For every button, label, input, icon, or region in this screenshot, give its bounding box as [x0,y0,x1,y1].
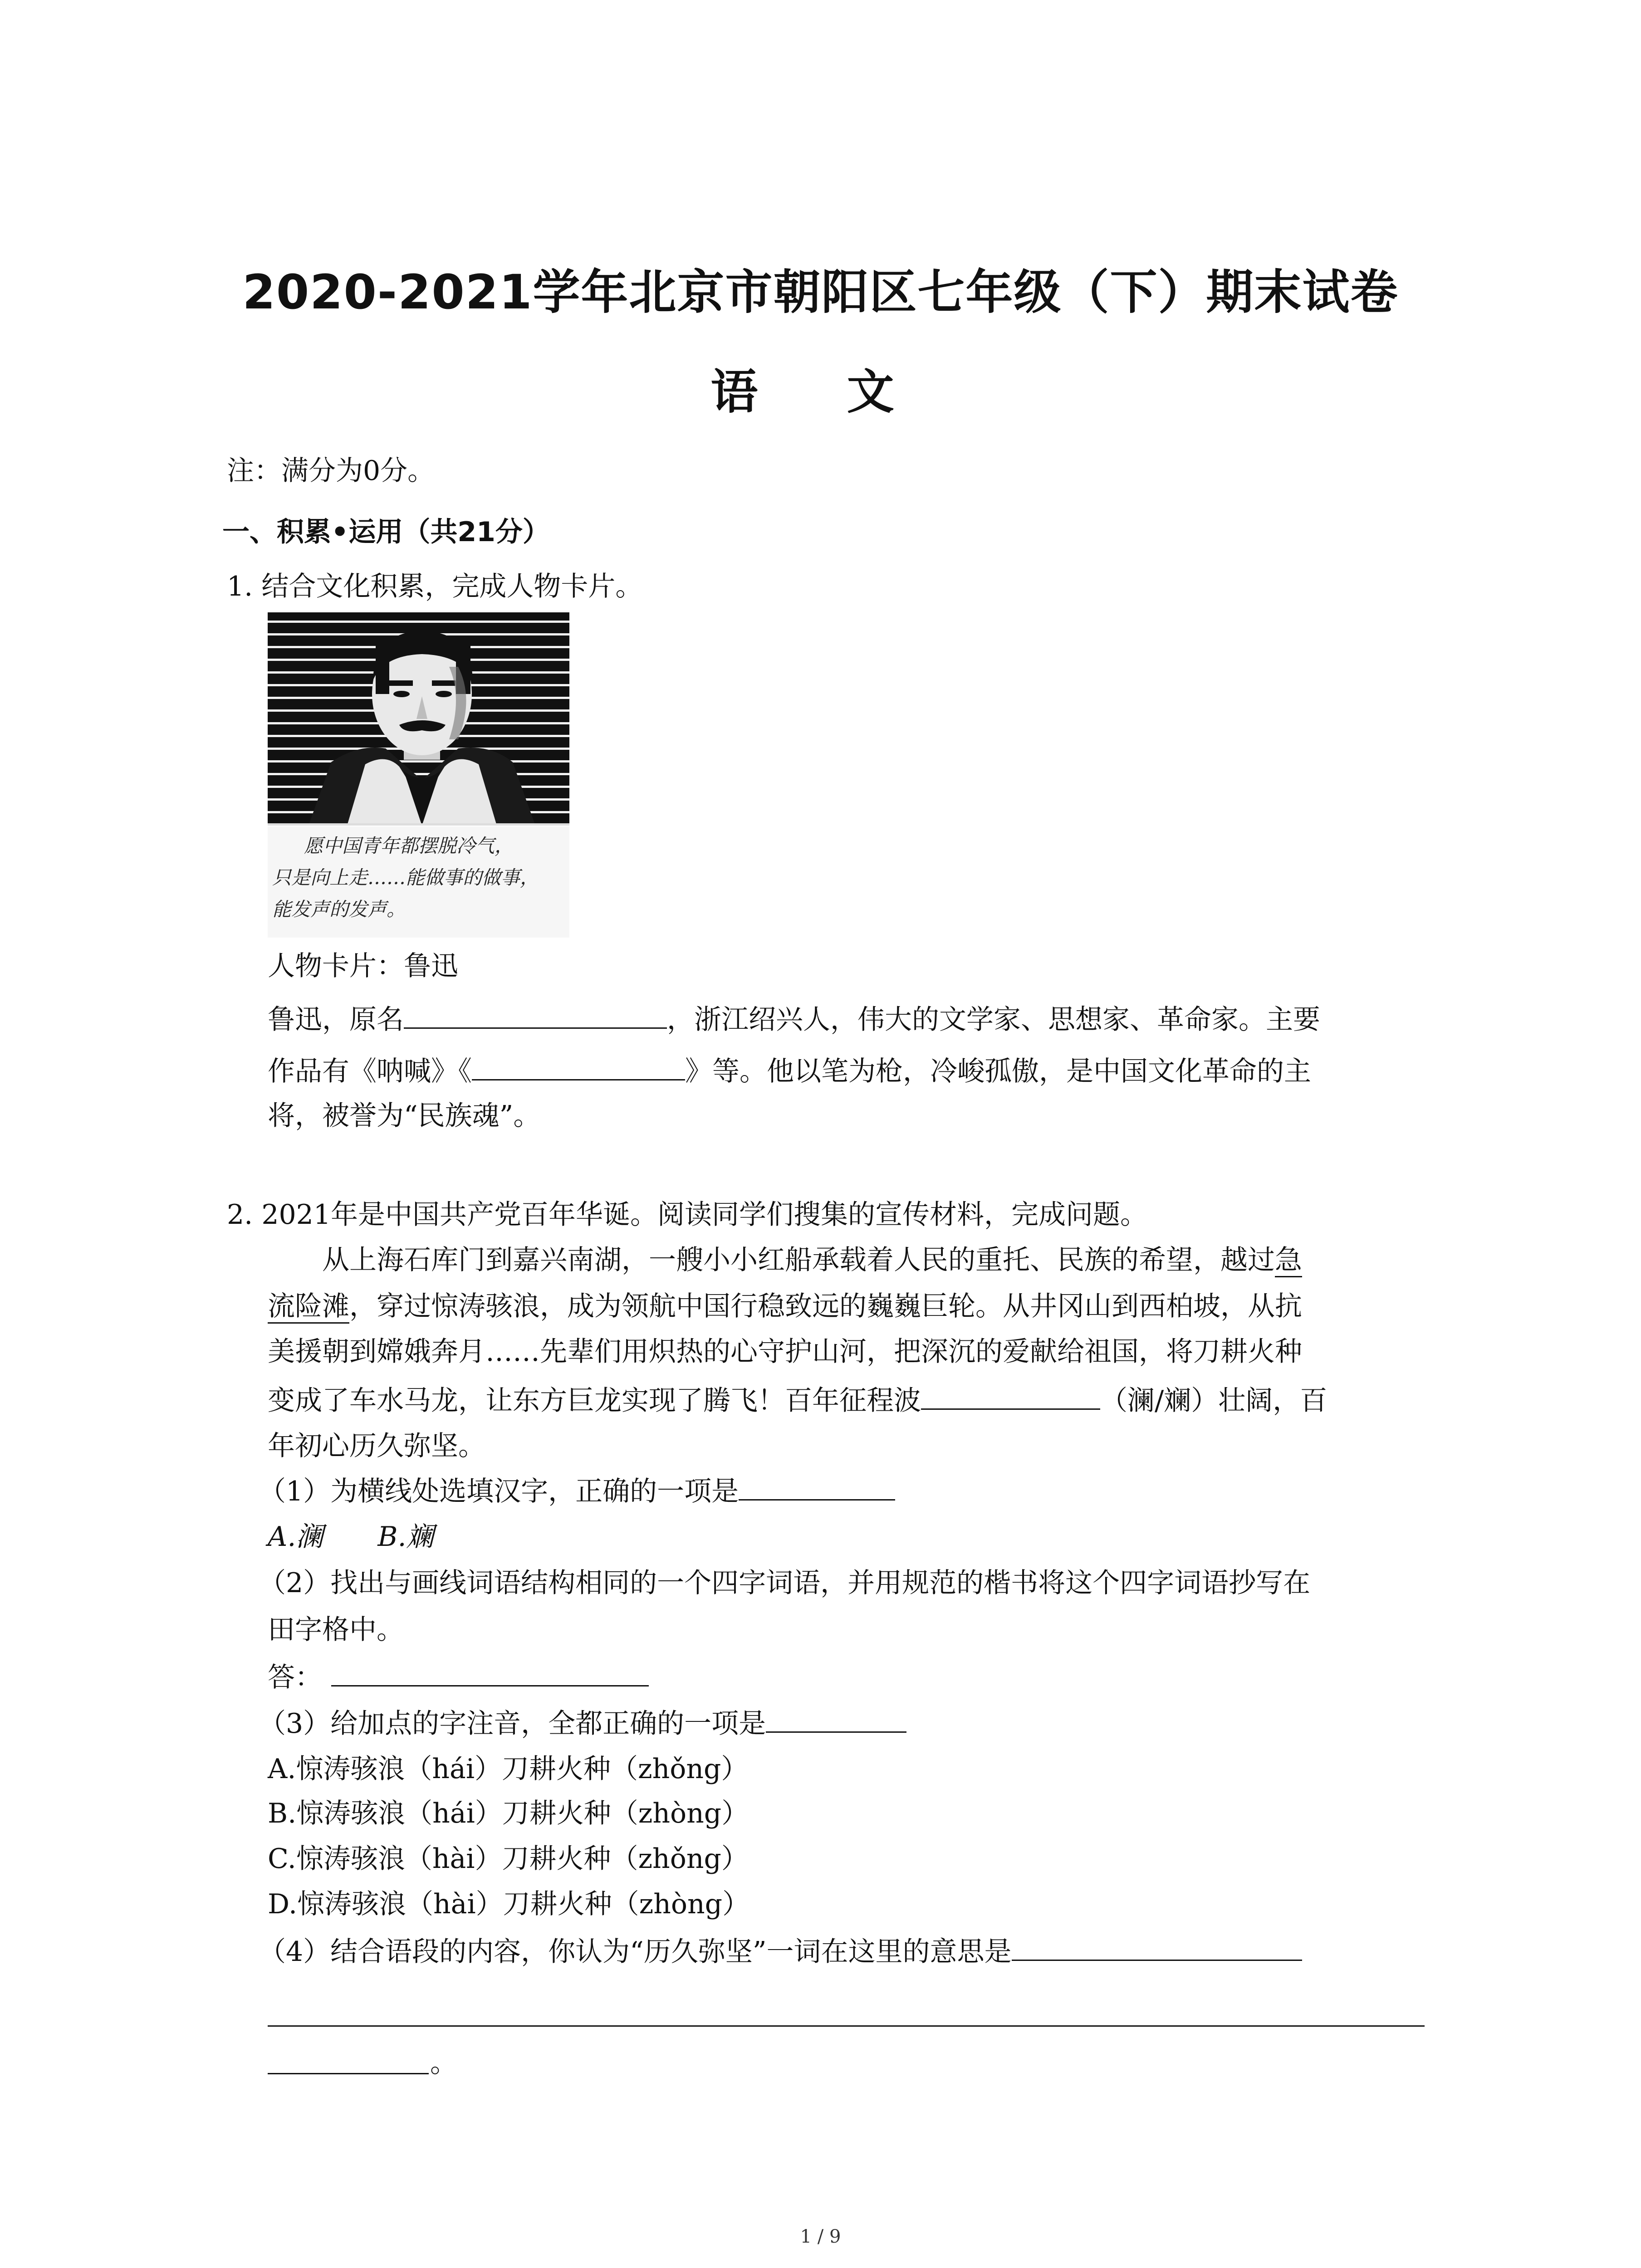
card-line-2-text: 》等。他以笔为枪，冷峻孤傲，是中国文化革命的主 [685,1056,1311,1087]
passage-line [268,1379,1327,1422]
score-note: 注：满分为0分。 [227,455,435,487]
answer-blank-sub2[interactable] [331,1658,649,1686]
answer-line-sub4-end[interactable] [268,2073,429,2074]
passage-text: 从上海石库门到嘉兴南湖，一艘小小红船承载着人民的重托、民族的希望，越过 [322,1244,1275,1276]
sub-question-3-option: D.惊涛骇浪（hài）刀耕火种（zhòng） [268,1888,750,1920]
portrait-caption-line: 愿中国青年都摆脱冷气， [304,835,514,857]
underlined-phrase: 流险滩 [268,1290,349,1324]
sub-question-3-option: B.惊涛骇浪（hái）刀耕火种（zhòng） [268,1798,749,1829]
sub-question-3 [259,1702,906,1745]
sub-question-4-text: （4）结合语段的内容，你认为“历久弥坚”一词在这里的意思是 [259,1936,1012,1968]
passage-line: 美援朝到嫦娥奔月……先辈们用炽热的心守护山河，把深沉的爱献给祖国，将刀耕火种 [268,1336,1302,1368]
sentence-end-mark: 。 [430,2047,457,2079]
sub-question-1-text: （1）为横线处选填汉字，正确的一项是 [259,1476,739,1507]
passage-text: ，穿过惊涛骇浪，成为领航中国行稳致远的巍巍巨轮。从井冈山到西柏坡，从抗 [349,1290,1302,1322]
answer-blank-work-title[interactable] [472,1052,685,1080]
card-line-1-text: ，浙江绍兴人，伟大的文学家、思想家、革命家。主要 [667,1004,1320,1036]
answer-blank-char[interactable] [921,1381,1100,1410]
card-line-2-text: 作品有《呐喊》《 [268,1056,472,1087]
portrait-caption-line: 能发声的发声。 [272,898,406,920]
passage-text: （澜/斓）壮阔，百 [1100,1385,1327,1417]
section-heading: 一、积累•运用（共21分） [222,516,550,548]
passage-line [322,1238,1302,1282]
page-number: 1 / 9 [800,2226,841,2247]
sub-question-3-option: C.惊涛骇浪（hài）刀耕火种（zhǒng） [268,1843,749,1875]
sub-question-2-answer [268,1656,649,1699]
answer-label: 答： [268,1662,322,1693]
sub-question-1-options: A.澜 B.斓 [268,1521,434,1553]
question-1-stem: 1. 结合文化积累，完成人物卡片。 [227,571,643,602]
sub-question-2-line2: 田字格中。 [268,1614,404,1646]
underlined-phrase: 急 [1275,1244,1302,1277]
passage-text: 变成了车水马龙，让东方巨龙实现了腾飞！百年征程波 [268,1385,921,1417]
card-line-3: 将，被誉为“民族魂”。 [268,1100,541,1132]
card-line-2 [268,1050,1311,1093]
card-title: 人物卡片：鲁迅 [268,950,458,982]
question-2-stem: 2. 2021年是中国共产党百年华诞。阅读同学们搜集的宣传材料，完成问题。 [227,1199,1148,1231]
passage-line: 年初心历久弥坚。 [268,1430,485,1462]
answer-blank-sub4[interactable] [1012,1932,1302,1961]
answer-blank-sub1[interactable] [739,1472,895,1501]
page-title: 2020-2021学年北京市朝阳区七年级（下）期末试卷 [242,264,1399,320]
sub-question-3-text: （3）给加点的字注音，全都正确的一项是 [259,1708,766,1740]
answer-blank-original-name[interactable] [404,1000,667,1029]
subject-title: 语 文 [710,364,931,420]
portrait-caption-line: 只是向上走……能做事的做事， [272,866,539,889]
sub-question-4 [259,1930,1302,1974]
answer-blank-sub3[interactable] [766,1704,906,1733]
answer-line-sub4[interactable] [268,2025,1425,2027]
luxun-portrait-image [268,612,569,826]
sub-question-2-line1: （2）找出与画线词语结构相同的一个四字词语，并用规范的楷书将这个四字词语抄写在 [259,1567,1311,1599]
sub-question-3-option: A.惊涛骇浪（hái）刀耕火种（zhǒng） [268,1753,749,1785]
portrait-caption-box [268,826,569,938]
sub-question-1 [259,1470,895,1513]
card-line-1-text: 鲁迅，原名 [268,1004,404,1036]
passage-line [268,1285,1302,1328]
card-line-1 [268,998,1320,1041]
